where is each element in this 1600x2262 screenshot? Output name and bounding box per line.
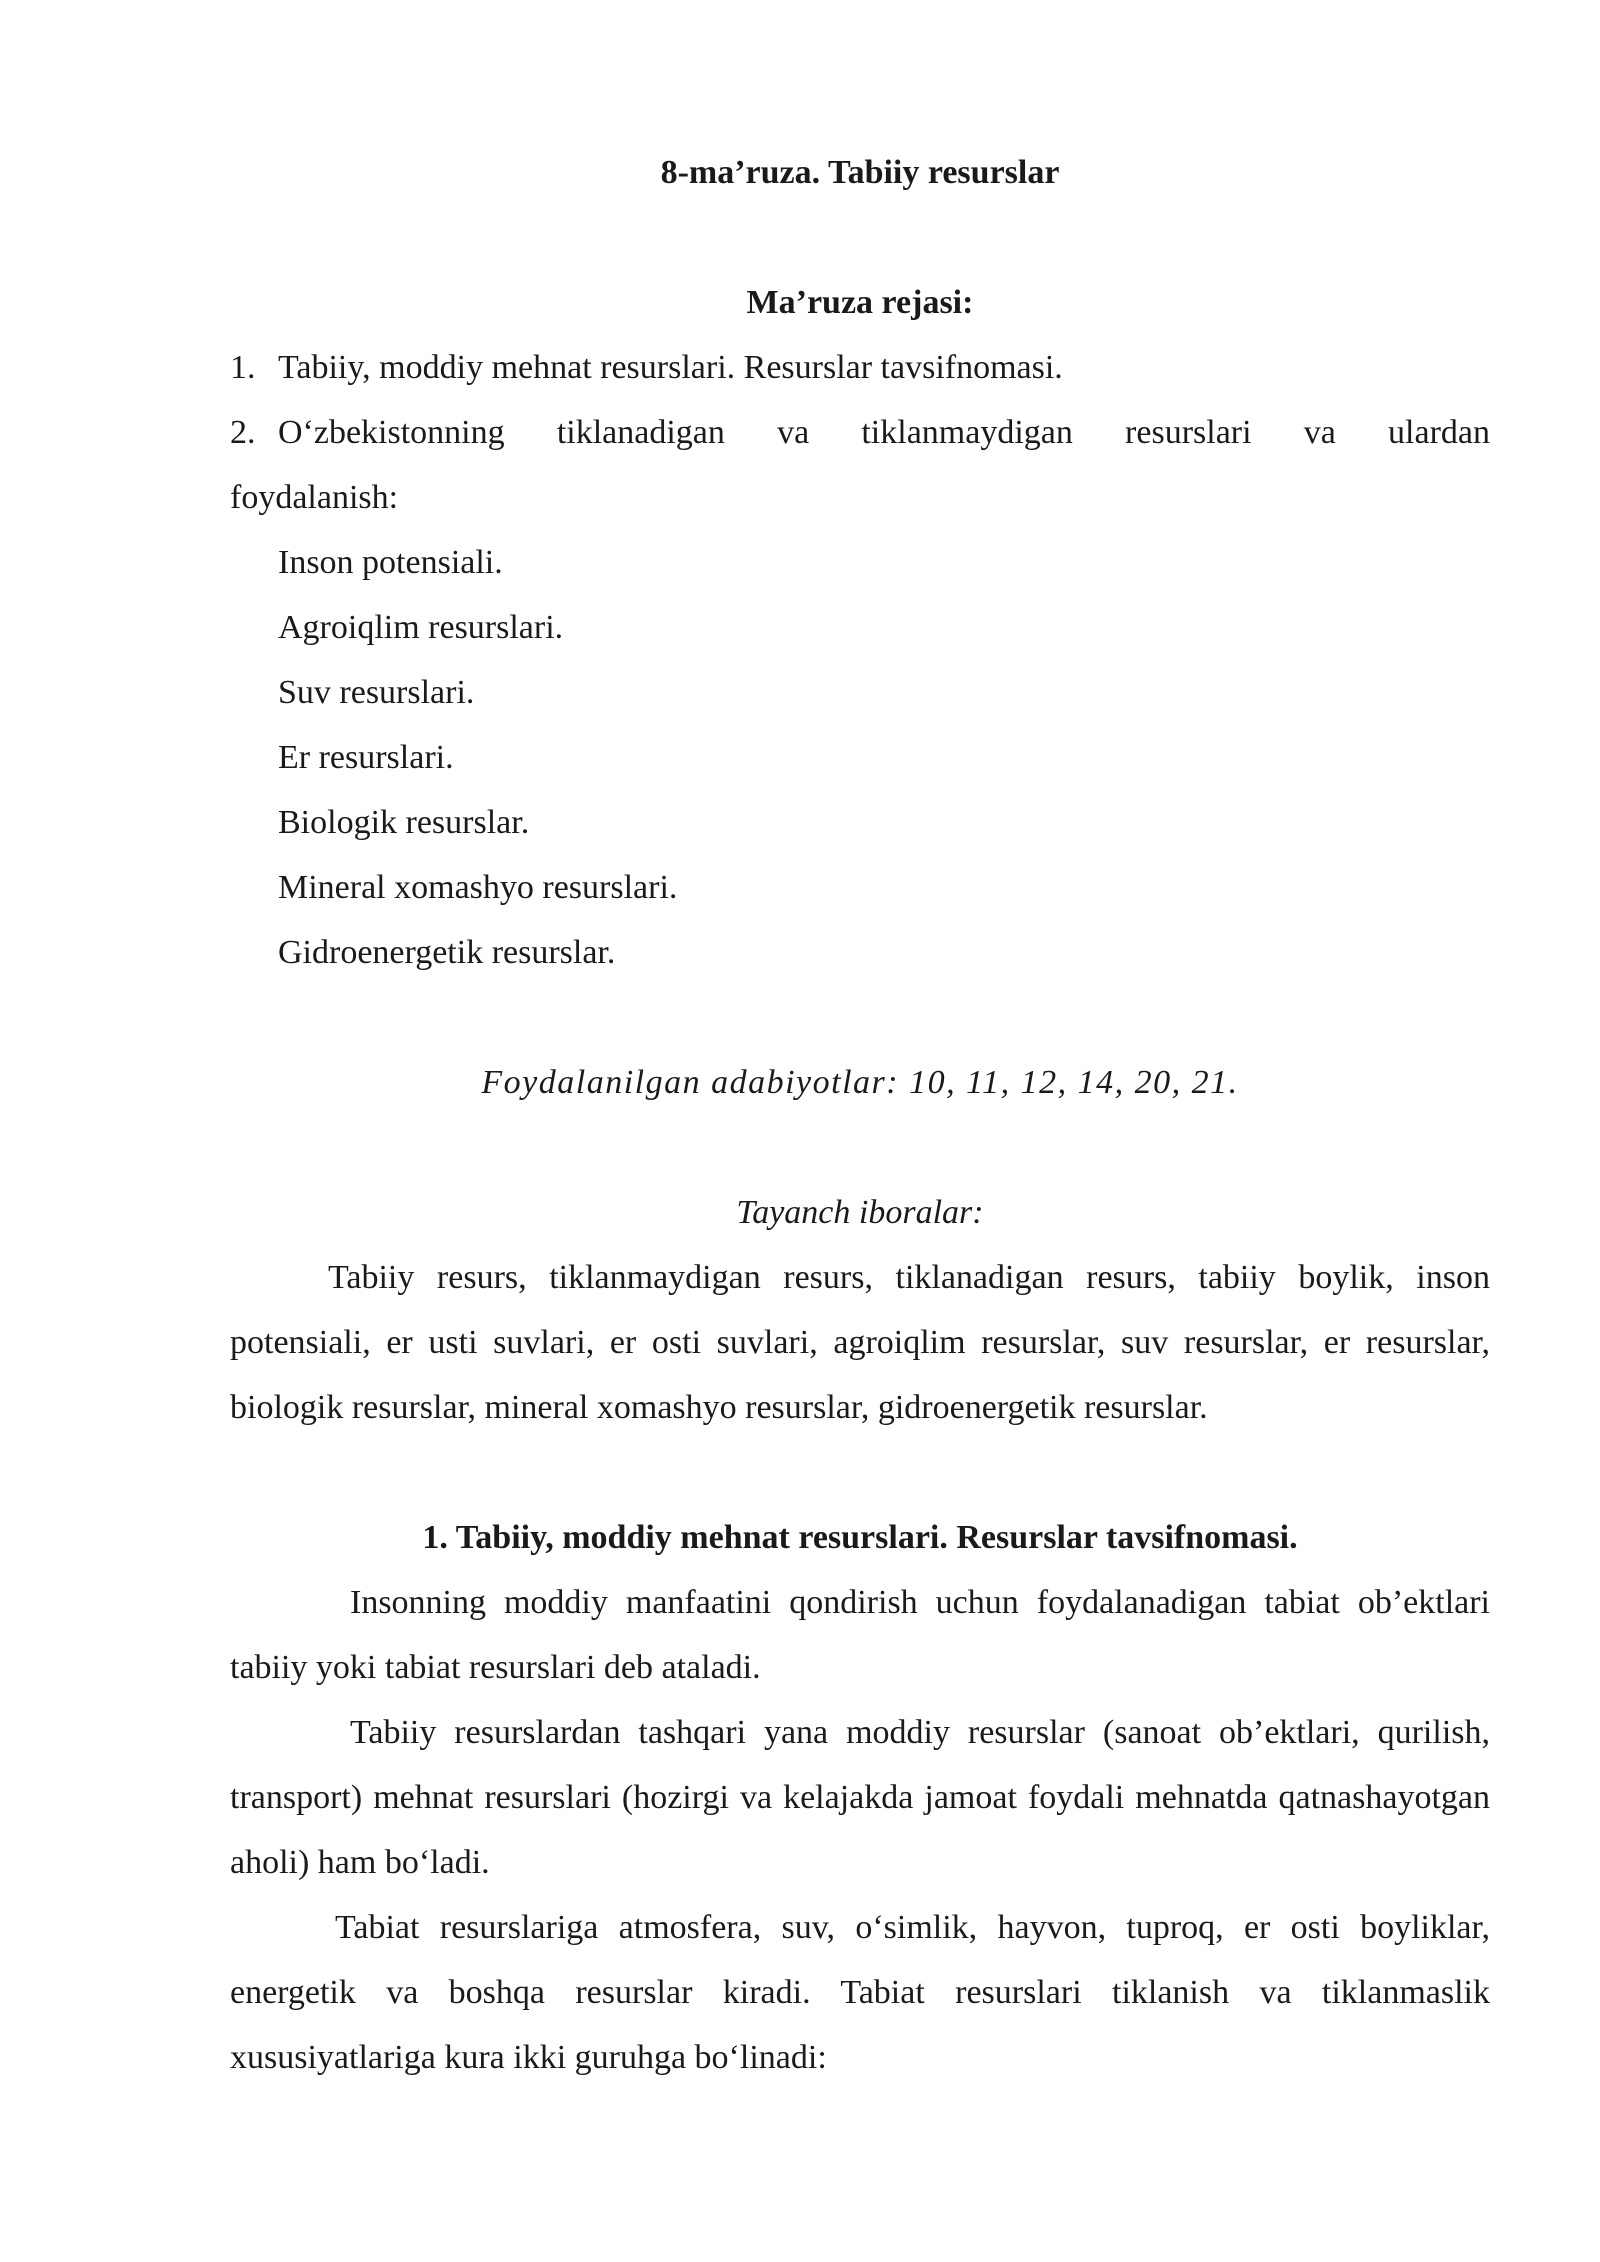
section-paragraph: Insonning moddiy manfaatini qondirish uchun foydalanadigan tabiat ob’ektlari tabiiy yoki tabiat resurslari deb ataladi.	[230, 1584, 1490, 1686]
plan-subitem: Biologik resurslar.	[278, 804, 530, 841]
plan-item-1	[230, 335, 1490, 400]
plan-item-number: 1.	[230, 349, 256, 386]
plan-item-2	[230, 400, 1490, 465]
plan-list	[230, 335, 1490, 465]
plan-item-2-continuation: foydalanish:	[230, 479, 399, 516]
keywords-text: Tabiiy resurs, tiklanmaydigan resurs, tiklanadigan resurs, tabiiy boylik, inson potensiali, er usti suvlari, er osti suvlari, agroiqlim resurslar, suv resurslar, er resurslar, biologik resurslar, mineral xomashyo resurslar, gidroenergetik resurslar.	[230, 1259, 1490, 1426]
plan-subitem: Er resurslari.	[278, 739, 454, 776]
plan-subitem: Mineral xomashyo resurslari.	[278, 869, 678, 906]
plan-subitem: Gidroenergetik resurslar.	[278, 934, 616, 971]
plan-subitem: Suv resurslari.	[278, 674, 475, 711]
section-heading: 1. Tabiiy, moddiy mehnat resurslari. Resurslar tavsifnomasi.	[422, 1519, 1298, 1556]
plan-item-number: 2.	[230, 414, 256, 451]
plan-subitem: Inson potensiali.	[278, 544, 503, 581]
literature-references: Foydalanilgan adabiyotlar: 10, 11, 12, 14, 20, 21.	[481, 1064, 1239, 1101]
section-paragraph: Tabiat resurslariga atmosfera, suv, o‘simlik, hayvon, tuproq, er osti boyliklar, energetik va boshqa resurslar kiradi. Tabiat resurslari tiklanish va tiklanmaslik xususiyatlariga kura ikki guruhga bo‘linadi:	[230, 1909, 1490, 2076]
document-page	[230, 140, 1490, 2090]
plan-item-text: Tabiiy, moddiy mehnat resurslari. Resurslar tavsifnomasi.	[278, 349, 1063, 386]
plan-subitem: Agroiqlim resurslari.	[278, 609, 564, 646]
plan-item-text: O‘zbekistonning tiklanadigan va tiklanmaydigan resurslari va ulardan	[278, 414, 1490, 451]
keywords-heading: Tayanch iboralar:	[736, 1194, 984, 1231]
page-title: 8-ma’ruza. Tabiiy resurslar	[660, 154, 1060, 191]
plan-heading: Ma’ruza rejasi:	[746, 284, 974, 321]
section-paragraph: Tabiiy resurslardan tashqari yana moddiy resurslar (sanoat ob’ektlari, qurilish, transport) mehnat resurslari (hozirgi va kelajakda jamoat foydali mehnatda qatnashayotgan aholi) ham bo‘ladi.	[230, 1714, 1490, 1881]
